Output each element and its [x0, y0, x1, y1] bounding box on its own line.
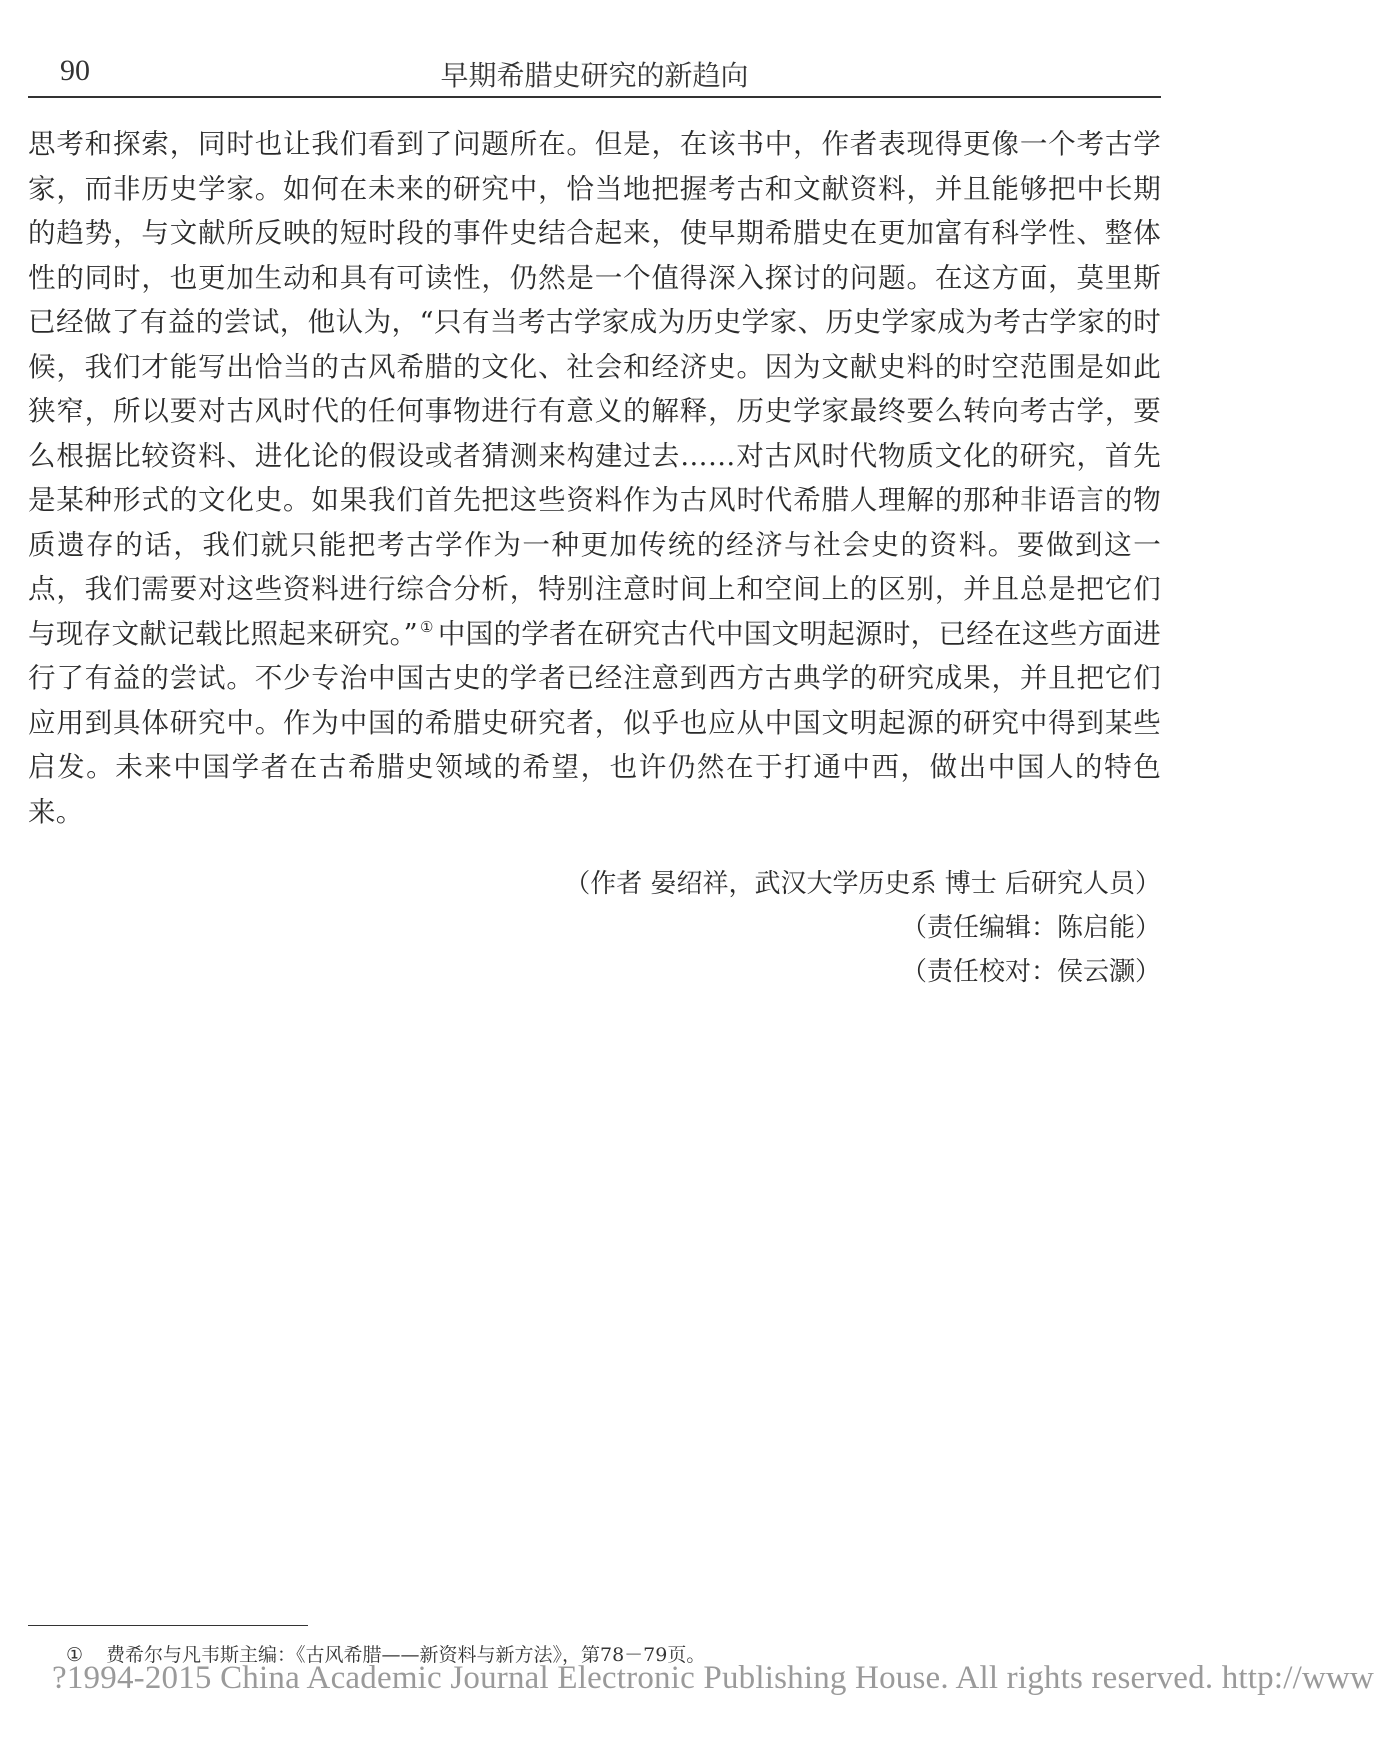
author-credit: （作者 晏绍祥，武汉大学历史系 博士 后研究人员） [564, 869, 1161, 899]
body-paragraph [28, 122, 1161, 834]
copyright-watermark: ?1994-2015 China Academic Journal Electronic Publishing House. All rights reserved. http://www [52, 1660, 1374, 1696]
footnote-divider [28, 1625, 308, 1626]
proofreader-credit: （责任校对：侯云灏） [900, 957, 1161, 987]
paragraph-text-part-1: 思考和探索，同时也让我们看到了问题所在。但是，在该书中，作者表现得更像一个考古学家，而非历史学家。如何在未来的研究中，恰当地把握考古和文献资料，并且能够把中长期的趋势，与文献所反映的短时段的事件史结合起来，使早期希腊史在更加富有科学性、整体性的同时，也更加生动和具有可读性，仍然是一个值得深入探讨的问题。在这方面，莫里斯已经做了有益的尝试，他认为，“只有当考古学家成为历史学家、历史学家成为考古学家的时候，我们才能写出恰当的古风希腊的文化、社会和经济史。因为文献史料的时空范围是如此狭窄，所以要对古风时代的任何事物进行有意义的解释，历史学家最终要么转向考古学，要么根据比较资料、进化论的假设或者猜测来构建过去……对古风时代物质文化的研究，首先是某种形式的文化史。如果我们首先把这些资料作为古风时代希腊人理解的那种非语言的物质遗存的话，我们就只能把考古学作为一种更加传统的经济与社会史的资料。要做到这一点，我们需要对这些资料进行综合分析，特别注意时间上和空间上的区别，并且总是把它们与现存文献记载比照起来研究。” [28, 128, 1161, 650]
running-title: 早期希腊史研究的新趋向 [440, 59, 749, 92]
footnote-marker: ① [66, 1644, 84, 1666]
footnote-reference[interactable]: ① [420, 618, 434, 637]
header-divider [28, 96, 1161, 98]
article-credits [564, 862, 1161, 994]
paragraph [28, 122, 1161, 834]
editor-credit: （责任编辑：陈启能） [900, 913, 1161, 943]
page-number: 90 [60, 54, 90, 87]
paragraph-text-part-2: 中国的学者在研究古代中国文明起源时，已经在这些方面进行了有益的尝试。不少专治中国古史的学者已经注意到西方古典学的研究成果，并且把它们应用到具体研究中。作为中国的希腊史研究者，似乎也应从中国文明起源的研究中得到某些启发。未来中国学者在古希腊史领域的希望，也许仍然在于打通中西，做出中国人的特色来。 [28, 617, 1161, 828]
footnote-text: 费希尔与凡韦斯主编：《古风希腊——新资料与新方法》，第78－79页。 [106, 1644, 706, 1666]
